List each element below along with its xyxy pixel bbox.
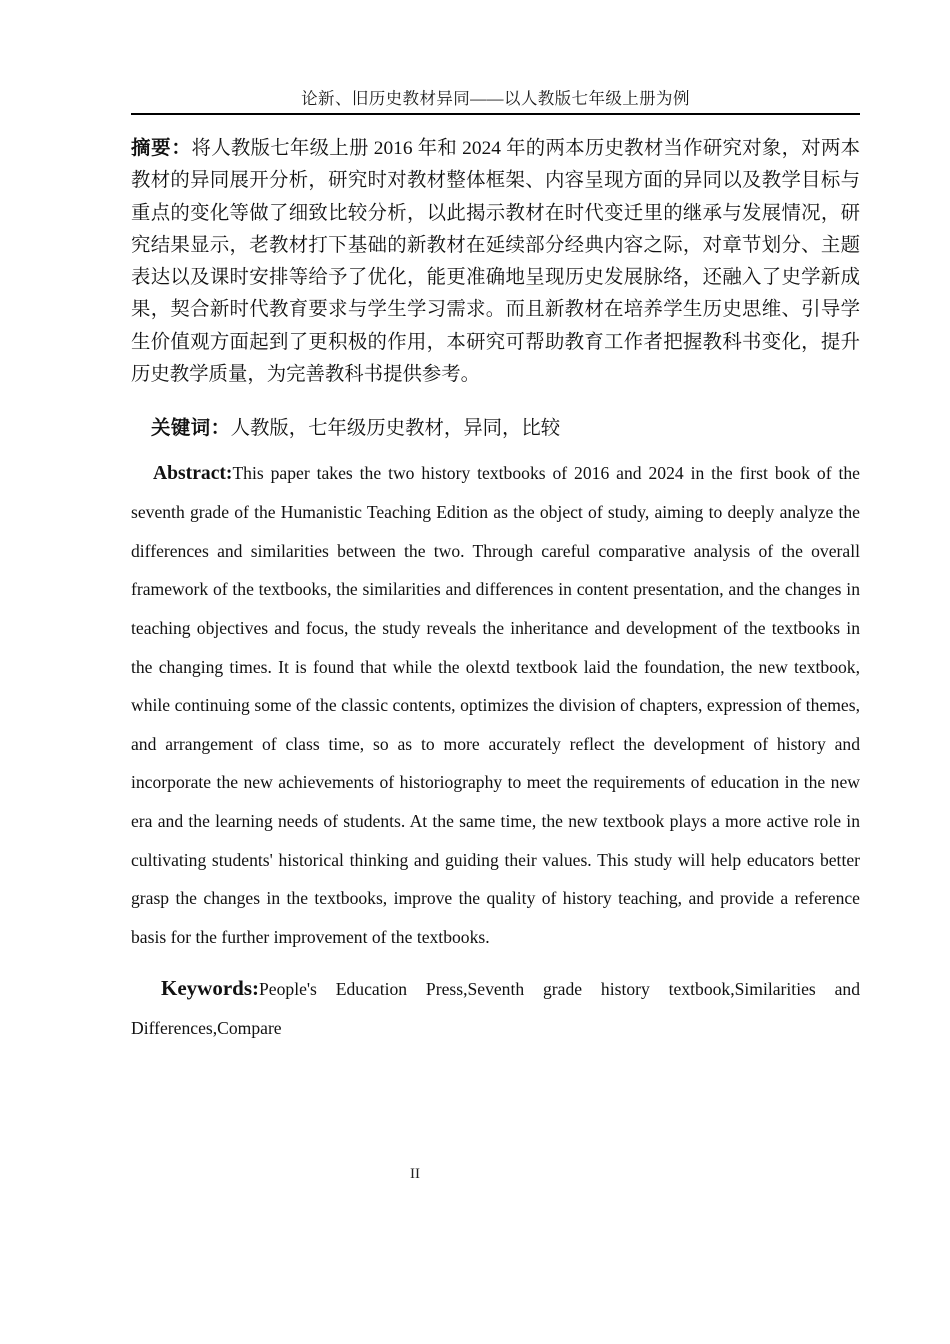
chinese-abstract-paragraph: [131, 133, 860, 391]
english-abstract-paragraph: [131, 454, 860, 957]
chinese-keywords-label: 关键词：: [151, 418, 231, 440]
english-abstract-label: Abstract:: [153, 462, 233, 484]
abstract-content-column: [131, 133, 860, 1048]
english-keywords-paragraph: [131, 969, 860, 1047]
chinese-keywords-paragraph: [131, 413, 860, 445]
page-number: II: [410, 1166, 420, 1182]
english-keywords-label: Keywords:: [161, 976, 259, 1001]
chinese-abstract-label: 摘要：: [131, 138, 192, 159]
chinese-abstract-body: 将人教版七年级上册 2016 年和 2024 年的两本历史教材当作研究对象，对两本教材的异同展开分析，研究时对教材整体框架、内容呈现方面的异同以及教学目标与重点的变化等做了细致比较分析，以此揭示教材在时代变迁里的继承与发展情况，研究结果显示，老教材打下基础的新教材在延续部分经典内容之际，对章节划分、主题表达以及课时安排等给予了优化，能更准确地呈现历史发展脉络，还融入了史学新成果，契合新时代教育要求与学生学习需求。而且新教材在培养学生历史思维、引导学生价值观方面起到了更积极的作用，本研究可帮助教育工作者把握教科书变化，提升历史教学质量，为完善教科书提供参考。: [131, 138, 861, 386]
english-keywords-body: People's Education Press,Seventh grade history textbook,Similarities and Differences,Compare: [131, 979, 860, 1038]
english-abstract-body: This paper takes the two history textbooks of 2016 and 2024 in the first book of the seventh grade of the Humanistic Teaching Edition as the object of study, aiming to deeply analyze the differences and similarities between the two. Through careful comparative analysis of the overall framework of the textbooks, the similarities and differences in content presentation, and the changes in teaching objectives and focus, the study reveals the inheritance and development of the textbooks in the changing times. It is found that while the olextd textbook laid the foundation, the new textbook, while continuing some of the classic contents, optimizes the division of chapters, expression of themes, and arrangement of class time, so as to more accurately reflect the development of history and incorporate the new achievements of historiography to meet the requirements of education in the new era and the learning needs of students. At the same time, the new textbook plays a more active role in cultivating students' historical thinking and guiding their values. This study will help educators better grasp the changes in the textbooks, improve the quality of history teaching, and provide a reference basis for the further improvement of the textbooks.: [131, 462, 860, 947]
running-header-title: 论新、旧历史教材异同——以人教版七年级上册为例: [301, 89, 690, 108]
header-divider-rule: [131, 113, 860, 115]
running-header: [131, 88, 860, 115]
chinese-keywords-body: 人教版，七年级历史教材，异同，比较: [230, 418, 561, 440]
